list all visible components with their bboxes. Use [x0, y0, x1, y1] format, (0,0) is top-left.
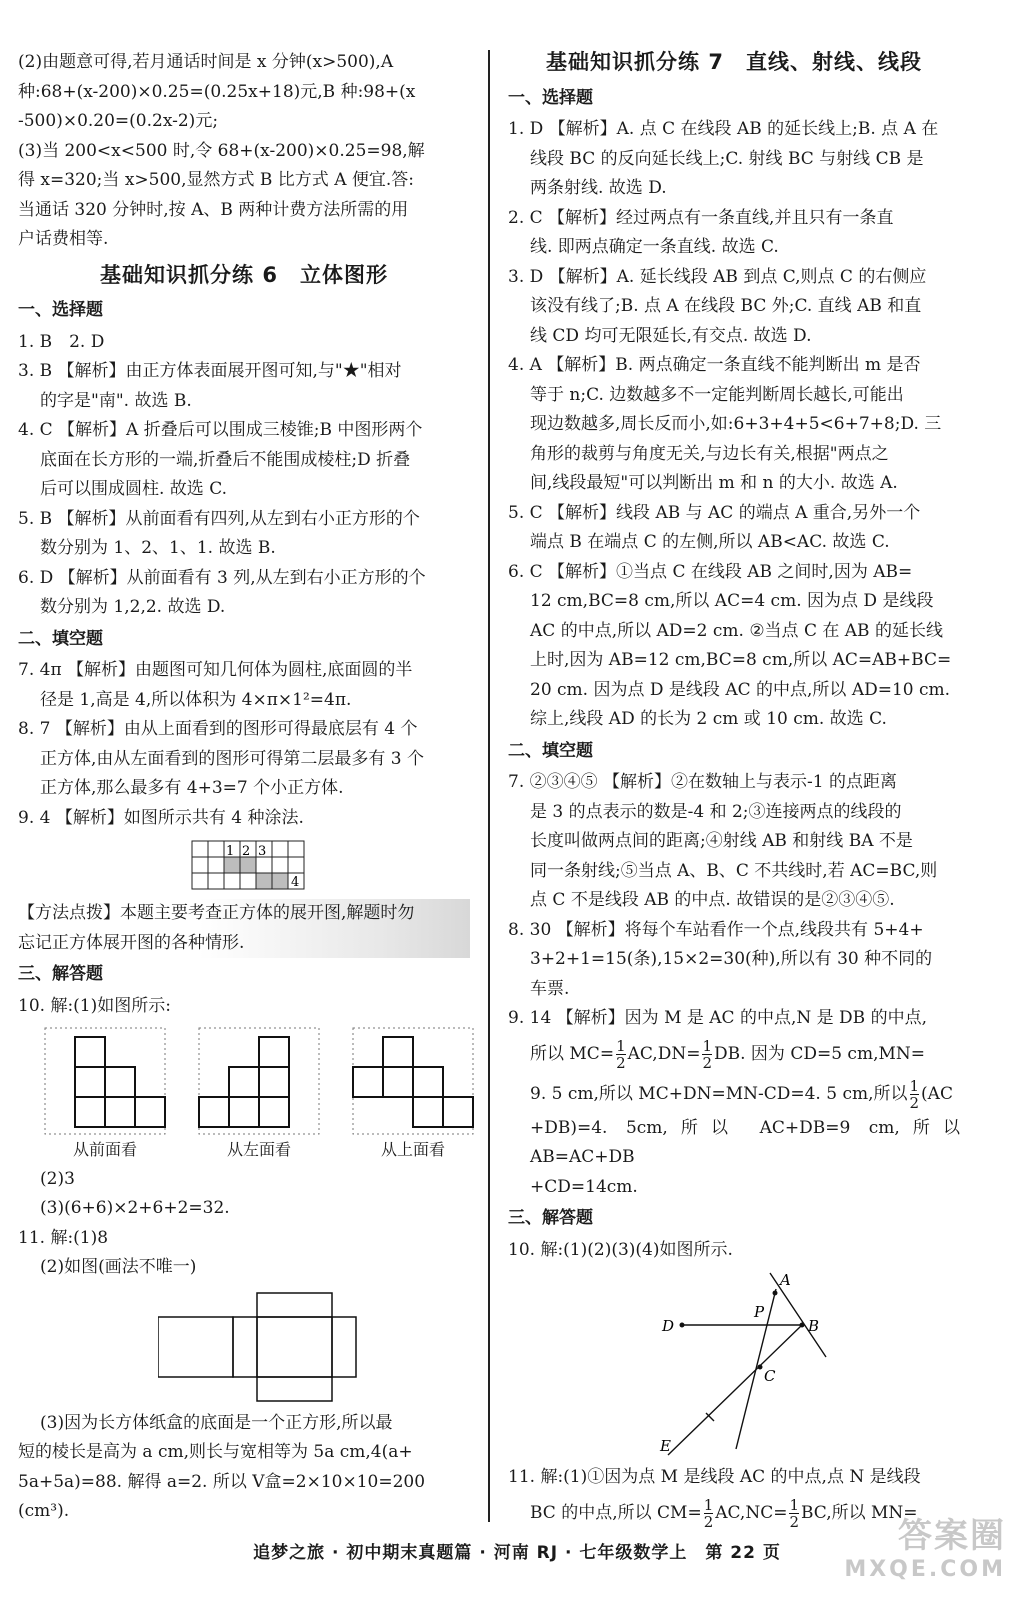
ray-be: [668, 1325, 802, 1455]
right-column: [508, 48, 960, 1533]
section-title-6: 基础知识抓分练 6 立体图形: [100, 262, 388, 287]
line-ab: [770, 1273, 826, 1357]
answer-7-cont: 径是 1,高是 4,所以体积为 4×π×1²=4π.: [40, 689, 352, 710]
fraction: [910, 1078, 920, 1111]
view-label: 从前面看: [72, 1140, 137, 1159]
answer-5: 5. B 【解析】从前面看有四列,从左到右小正方形的个: [18, 508, 420, 529]
text-line: 得 x=320;当 x>500,显然方式 B 比方式 A 便宜.答:: [18, 170, 415, 190]
answer-9-cont: [508, 1074, 960, 1114]
label-c: C: [764, 1367, 776, 1385]
text-run: BC,所以 MN=: [801, 1502, 918, 1523]
answer-8-cont: 正方体,那么最多有 4+3=7 个小正方体.: [40, 778, 344, 798]
fraction-numerator: 1: [616, 1036, 626, 1055]
answer-7-cont: 点 C 不是线段 AB 的中点. 故错误的是②③④⑤.: [530, 890, 895, 910]
answer-9: 9. 4 【解析】如图所示共有 4 种涂法.: [18, 807, 304, 828]
method-tip: [18, 899, 470, 958]
answer-10: 10. 解:(1)如图所示:: [18, 995, 171, 1016]
point-a: [773, 1291, 778, 1296]
text-run: (AC: [921, 1083, 953, 1104]
answer-10-2: (2)3: [40, 1168, 75, 1189]
fraction: [789, 1497, 799, 1530]
text-run: BC 的中点,所以 CM=: [530, 1502, 702, 1523]
answer-3: 3. B 【解析】由正方体表面展开图可知,与"★"相对: [18, 361, 402, 381]
answer-2: 2. C 【解析】经过两点有一条直线,并且只有一条直: [508, 207, 894, 228]
answer-6-cont: 综上,线段 AD 的长为 2 cm 或 10 cm. 故选 C.: [530, 709, 887, 729]
tip-line: 【方法点拨】本题主要考查正方体的展开图,解题时勿: [18, 903, 415, 923]
grid-label: 3: [258, 844, 267, 859]
fraction-numerator: 1: [703, 1495, 714, 1514]
text-line: 种:68+(x-200)×0.25=(0.25x+18)元,B 种:98+(x: [18, 81, 416, 102]
text-line: (2)由题意可得,若月通话时间是 x 分钟(x>500),A: [18, 52, 394, 72]
answer-2-cont: 线. 即两点确定一条直线. 故选 C.: [530, 237, 779, 257]
fraction-denominator: 2: [702, 1053, 712, 1072]
answer-7: 7. ②③④⑤ 【解析】②在数轴上与表示-1 的点距离: [508, 772, 897, 792]
box-net-svg: [158, 1287, 458, 1405]
top-view: [352, 1027, 474, 1165]
answer-4: 4. C 【解析】A 折叠后可以围成三棱锥;B 中图形两个: [18, 420, 423, 440]
answer-11-3: (3)因为长方体纸盒的底面是一个正方形,所以最: [40, 1412, 393, 1433]
left-column: [18, 48, 470, 1527]
answer-11-3-cont: 短的棱长是高为 a cm,则长与宽相等为 5a cm,4(a+: [18, 1442, 413, 1462]
answer-7-cont: 是 3 的点表示的数是-4 和 2;③连接两点的线段的: [530, 801, 902, 822]
watermark-bottom: MXQE.COM: [844, 1557, 1006, 1582]
answer-8: 8. 30 【解析】将每个车站看作一个点,线段共有 5+4+: [508, 919, 924, 940]
text-line: -500)×0.20=(0.2x-2)元;: [18, 111, 219, 131]
answer-6: 6. C 【解析】①当点 C 在线段 AB 之间时,因为 AB=: [508, 561, 913, 582]
text-run: 所以 MC=: [530, 1043, 615, 1064]
answer-1-cont: 线段 BC 的反向延长线上;C. 射线 BC 与射线 CB 是: [530, 148, 924, 169]
fraction-numerator: 1: [909, 1076, 920, 1095]
watermark: [844, 1508, 1006, 1582]
intro-block: [18, 48, 470, 255]
grid-label: 1: [226, 844, 235, 859]
answer-1-2: 1. B 2. D: [18, 331, 105, 352]
view-label: 从上面看: [380, 1140, 445, 1159]
fraction-numerator: 1: [702, 1036, 712, 1055]
answer-6: 6. D 【解析】从前面看有 3 列,从左到右小正方形的个: [18, 567, 426, 588]
answer-1: 1. D 【解析】A. 点 C 在线段 AB 的延长线上;B. 点 A 在: [508, 119, 939, 139]
heading-solve: 三、解答题: [508, 1208, 593, 1228]
text-line: 当通话 320 分钟时,按 A、B 两种计费方法所需的用: [18, 199, 409, 220]
answer-8-cont: 3+2+1=15(条),15×2=30(种),所以有 30 种不同的: [530, 949, 933, 969]
fraction-denominator: 2: [703, 1512, 714, 1531]
label-p: P: [754, 1303, 765, 1321]
page-footer: 追梦之旅 · 初中期末真题篇 · 河南 RJ · 七年级数学上 第 22 页: [253, 1543, 781, 1563]
answer-5-cont: 数分别为 1、2、1、1. 故选 B.: [40, 538, 276, 558]
answer-4: 4. A 【解析】B. 两点确定一条直线不能判断出 m 是否: [508, 355, 921, 375]
answer-4-cont: 后可以围成圆柱. 故选 C.: [40, 479, 228, 499]
answer-4-cont: 等于 n;C. 边数越多不一定能判断周长越长,可能出: [530, 384, 904, 405]
fraction: [704, 1497, 714, 1530]
text-run: 9. 5 cm,所以 MC+DN=MN-CD=4. 5 cm,所以: [530, 1083, 908, 1104]
answer-8: 8. 7 【解析】由从上面看到的图形可得最底层有 4 个: [18, 719, 418, 739]
answer-4-cont: 角形的裁剪与角度无关,与边长有关,根据"两点之: [530, 443, 889, 464]
answer-10: 10. 解:(1)(2)(3)(4)如图所示.: [508, 1239, 733, 1260]
text-line: (3)当 200<x<500 时,令 68+(x-200)×0.25=98,解: [18, 140, 425, 161]
box-net-figure: [158, 1287, 470, 1405]
answer-11-3-cont: 5a+5a)=88. 解得 a=2. 所以 V盒=2×10×10=200: [18, 1471, 426, 1492]
heading-fill: 二、填空题: [18, 628, 103, 649]
answer-7-cont: 同一条射线;⑤当点 A、B、C 不共线时,若 AC=BC,则: [530, 860, 938, 881]
fraction-denominator: 2: [616, 1053, 626, 1072]
heading-fill: 二、填空题: [508, 740, 593, 761]
paint-grid-figure: [190, 837, 470, 895]
answer-1-cont: 两条射线. 故选 D.: [530, 178, 667, 198]
fraction-denominator: 2: [909, 1093, 920, 1112]
fraction-denominator: 2: [789, 1512, 799, 1531]
answer-5-cont: 端点 B 在端点 C 的左侧,所以 AB<AC. 故选 C.: [530, 532, 890, 552]
heading-choice: 一、选择题: [18, 300, 103, 320]
text-line: 户话费相等.: [18, 229, 109, 249]
answer-11: 11. 解:(1)8: [18, 1227, 109, 1248]
answer-4-cont: 间,线段最短"可以判断出 m 和 n 的大小. 故选 A.: [530, 473, 898, 493]
paint-grid-svg: [190, 837, 310, 895]
point-d: [680, 1323, 685, 1328]
point-b: [800, 1323, 805, 1328]
line-geometry-svg: [658, 1269, 848, 1459]
front-view-svg: [44, 1027, 166, 1135]
answer-6-cont: 12 cm,BC=8 cm,所以 AC=4 cm. 因为点 D 是线段: [530, 591, 934, 611]
label-b: B: [808, 1317, 820, 1335]
answer-3-cont: 该没有线了;B. 点 A 在线段 BC 外;C. 直线 AB 和直: [530, 296, 922, 316]
answer-4-cont: 底面在长方形的一端,折叠后不能围成棱柱;D 折叠: [40, 449, 411, 470]
text-run: AC,NC=: [715, 1502, 788, 1523]
answer-4-cont: 现边数越多,周长反而小,如:6+3+4+5<6+7+8;D. 三: [530, 414, 942, 434]
answer-6-cont: 上时,因为 AB=12 cm,BC=8 cm,所以 AC=AB+BC=: [530, 650, 952, 670]
label-a: A: [780, 1271, 791, 1289]
left-view: [198, 1027, 320, 1165]
answer-8-cont: 车票.: [530, 978, 570, 999]
answer-10-3: (3)(6+6)×2+6+2=32.: [40, 1198, 230, 1218]
fraction: [702, 1038, 712, 1071]
text-run: AC,DN=: [627, 1043, 701, 1064]
line-geometry-figure: [658, 1269, 960, 1459]
answer-9-cont: +DB)=4. 5cm,所以 AC+DB=9 cm,所以 AB=AC+DB: [530, 1117, 960, 1167]
answer-9-cont: [508, 1034, 960, 1074]
answer-8-cont: 正方体,由从左面看到的图形可得第二层最多有 3 个: [40, 748, 425, 769]
answer-7-cont: 长度叫做两点间的距离;④射线 AB 和射线 BA 不是: [530, 831, 913, 851]
section-title-7: 基础知识抓分练 7 直线、射线、线段: [546, 50, 922, 74]
text-run: DB. 因为 CD=5 cm,MN=: [714, 1043, 926, 1064]
column-divider: [488, 50, 490, 1522]
label-e: E: [660, 1437, 671, 1455]
label-d: D: [662, 1317, 675, 1335]
answer-3-cont: 的字是"南". 故选 B.: [40, 390, 192, 411]
left-view-svg: [198, 1027, 320, 1135]
front-view: [44, 1027, 166, 1165]
answer-9-cont: +CD=14cm.: [530, 1176, 638, 1197]
fraction-numerator: 1: [789, 1495, 799, 1514]
tip-line: 忘记正方体展开图的各种情形.: [18, 932, 245, 953]
answer-5: 5. C 【解析】线段 AB 与 AC 的端点 A 重合,另外一个: [508, 502, 921, 523]
heading-choice: 一、选择题: [508, 87, 593, 108]
grid-label: 4: [291, 875, 300, 890]
heading-solve: 三、解答题: [18, 964, 103, 984]
answer-7: 7. 4π 【解析】由题图可知几何体为圆柱,底面圆的半: [18, 660, 413, 680]
answer-6-cont: 数分别为 1,2,2. 故选 D.: [40, 597, 226, 617]
fraction: [616, 1038, 626, 1071]
three-views: [44, 1027, 474, 1165]
answer-3-cont: 线 CD 均可无限延长,有交点. 故选 D.: [530, 325, 812, 346]
answer-6-cont: AC 的中点,所以 AD=2 cm. ②当点 C 在 AB 的延长线: [530, 620, 943, 641]
view-label: 从左面看: [226, 1140, 291, 1159]
answer-11-2: (2)如图(画法不唯一): [40, 1257, 197, 1277]
top-view-svg: [352, 1027, 474, 1135]
grid-label: 2: [242, 844, 251, 859]
answer-11: 11. 解:(1)①因为点 M 是线段 AC 的中点,点 N 是线段: [508, 1467, 921, 1487]
point-c: [758, 1365, 763, 1370]
answer-6-cont: 20 cm. 因为点 D 是线段 AC 的中点,所以 AD=10 cm.: [530, 679, 951, 700]
watermark-top: 答案圈: [898, 1516, 1006, 1556]
answer-9: 9. 14 【解析】因为 M 是 AC 的中点,N 是 DB 的中点,: [508, 1008, 927, 1028]
answer-11-3-cont: (cm³).: [18, 1501, 70, 1521]
answer-3: 3. D 【解析】A. 延长线段 AB 到点 C,则点 C 的右侧应: [508, 266, 927, 287]
